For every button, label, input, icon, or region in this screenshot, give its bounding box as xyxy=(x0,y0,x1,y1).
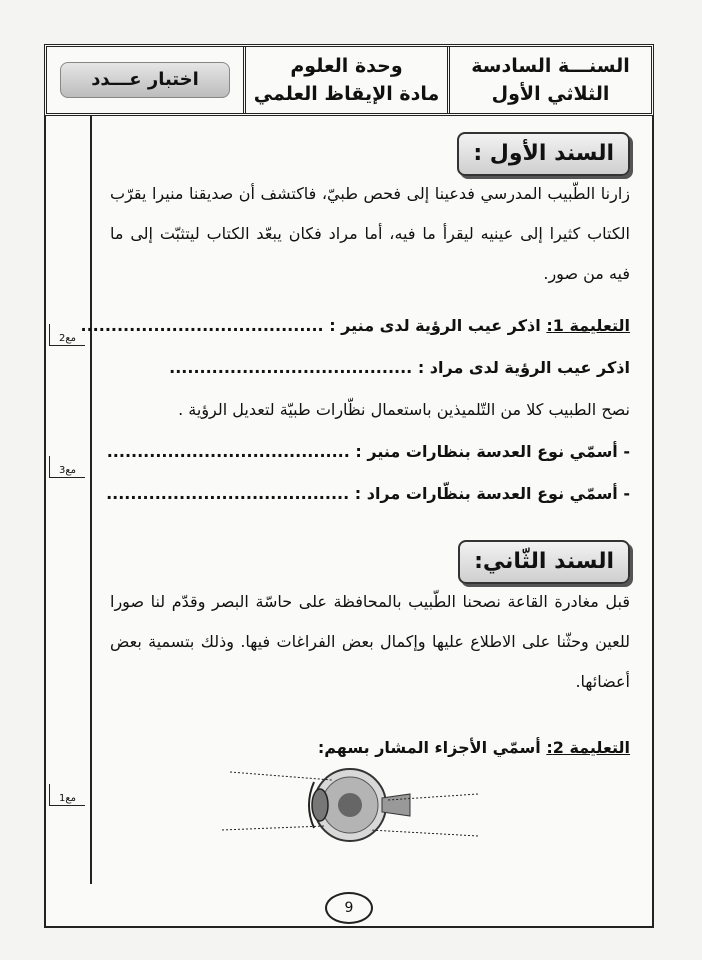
year-cell xyxy=(447,47,651,113)
score-box-criterion3: مع3 xyxy=(49,456,85,478)
exam-cell xyxy=(47,47,243,113)
instruction2-text: أسمّي الأجزاء المشار بسهم: xyxy=(317,738,541,757)
section2-title: السند الثّاني: xyxy=(458,540,630,584)
question2-line xyxy=(110,358,630,377)
exam-label: اختبار عـــدد xyxy=(60,62,230,98)
subject-line1: وحدة العلوم xyxy=(290,55,403,77)
answer1-dots: ........................................ xyxy=(80,316,324,335)
year-line2: الثلاثي الأول xyxy=(491,83,610,105)
score-box-criterion1: مع1 xyxy=(49,784,85,806)
question1: اذكر عيب الرؤية لدى منير : xyxy=(329,316,541,335)
section2-paragraph: قبل مغادرة القاعة نصحنا الطّبيب بالمحافظة على حاسّة البصر وقدّم لنا صورا للعين وحثّنا على الاطلاع عليها وإكمال بعض الفراغات فيها. وذلك بتسمية بعض أعضائها. xyxy=(110,592,630,691)
answer2-dots: ........................................ xyxy=(169,358,413,377)
section1-title: السند الأول : xyxy=(457,132,630,176)
question3: - أسمّي نوع العدسة بنظارات منير : xyxy=(355,442,630,461)
instruction2-line xyxy=(110,738,630,757)
question3-line xyxy=(106,442,630,461)
question2: اذكر عيب الرؤية لدى مراد : xyxy=(417,358,630,377)
score-box-criterion2: مع2 xyxy=(49,324,85,346)
eye-illustration xyxy=(309,769,410,841)
answer3-dots: ........................................ xyxy=(106,442,350,461)
page-number: 9 xyxy=(325,892,373,924)
year-line1: السنـــة السادسة xyxy=(471,55,630,77)
doctor-advice: نصح الطبيب كلا من التّلميذين باستعمال نظّارات طبيّة لتعديل الرؤية . xyxy=(178,400,630,419)
instruction2-label: التعليمة 2: xyxy=(546,738,630,757)
score-margin xyxy=(46,116,92,884)
instruction1-line xyxy=(80,316,630,335)
section1-paragraph: زارنا الطّبيب المدرسي فدعينا إلى فحص طبيّ، فاكتشف أن صديقنا منيرا يقرّب الكتاب كثيرا إلى عينيه ليقرأ ما فيه، أما مراد فكان يبعّد الكتاب ليتثبّت إلى ما فيه من صور. xyxy=(110,184,630,283)
question4-line xyxy=(106,484,630,503)
exam-header xyxy=(44,44,654,116)
instruction1-label: التعليمة 1: xyxy=(546,316,630,335)
eye-diagram xyxy=(220,760,480,850)
question4: - أسمّي نوع العدسة بنظّارات مراد : xyxy=(354,484,630,503)
subject-cell xyxy=(243,47,447,113)
answer4-dots: ........................................ xyxy=(106,484,350,503)
subject-line2: مادة الإيقاظ العلمي xyxy=(253,83,440,105)
